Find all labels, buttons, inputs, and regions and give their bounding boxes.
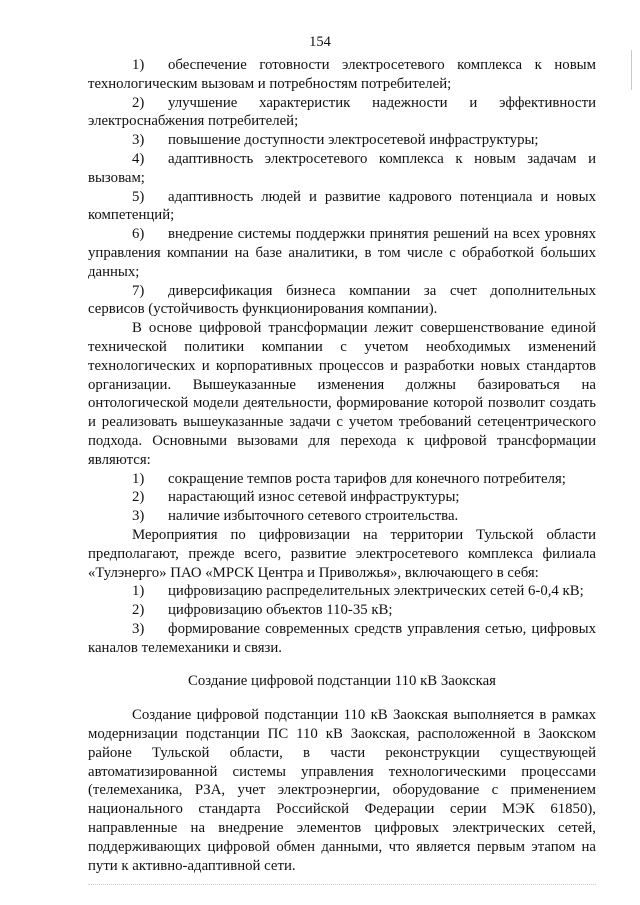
list-item-text: цифровизацию объектов 110-35 кВ; [168, 602, 393, 619]
list-item [88, 225, 596, 281]
list-item-number: 3) [132, 620, 145, 637]
page-number: 154 [309, 34, 331, 50]
list-item [88, 470, 596, 489]
list-item [88, 150, 596, 188]
list-item [88, 282, 596, 320]
paragraph-tula-digitalization: Мероприятия по цифровизации на территории Тульской области предполагают, прежде всего, развитие электросетевого комплекса филиала «Тулэнерго» ПАО «МРСК Центра и Приволжья», включающего в себя: [88, 526, 596, 581]
list-item [88, 582, 596, 601]
list-item-number: 3) [132, 508, 145, 525]
list-item-text: формирование современных средств управления сетью, цифровых каналов телемеханики и связи. [88, 620, 596, 656]
list-item-text: обеспечение готовности электросетевого комплекса к новым технологическим вызовам и потребностям потребителей; [88, 57, 596, 92]
section-title: Создание цифровой подстанции 110 кВ Заокская [188, 672, 496, 689]
list-item-number: 4) [132, 150, 145, 167]
list-item [88, 94, 596, 132]
list-item-text: адаптивность электросетевого комплекса к новым задачам и вызовам; [88, 150, 596, 186]
measures-list [88, 582, 596, 657]
list-item-number: 5) [132, 188, 145, 205]
list-item-text: внедрение системы поддержки принятия решений на всех уровнях управления компании на базе аналитики, в том числе с обработкой больших данных; [88, 226, 596, 280]
goals-list [88, 56, 596, 319]
list-item-text: улучшение характеристик надежности и эффективности электроснабжения потребителей; [88, 94, 596, 130]
list-item-number: 1) [132, 583, 145, 600]
list-item-text: диверсификация бизнеса компании за счет дополнительных сервисов (устойчивость функционирования компании). [88, 282, 596, 318]
list-item-number: 1) [132, 57, 145, 73]
list-item-text: цифровизацию распределительных электрических сетей 6-0,4 кВ; [168, 583, 584, 600]
paragraph-zaokskaya-substation: Создание цифровой подстанции 110 кВ Заокская выполняется в рамках модернизации подстанции ПС 110 кВ Заокская, расположенной в Заокском районе Тульской области, в части реконструкции существующей автоматизированной системы управления технологическими процессами (телемеханика, РЗА, учет электроэнергии, оборудование с применением национального стандарта Российской Федерации серии МЭК 61850), направленные на внедрение элементов цифровых электрических сетей, поддерживающих цифровой обмен данными, что является первым этапом на пути к активно-адаптивной сети. [88, 707, 596, 874]
list-item-number: 2) [132, 489, 145, 506]
list-item [88, 601, 596, 620]
scan-edge-mark [631, 50, 632, 90]
list-item [88, 488, 596, 507]
list-item-number: 6) [132, 226, 145, 243]
list-item [88, 188, 596, 226]
list-item [88, 56, 596, 94]
list-item-number: 7) [132, 282, 145, 299]
list-item-text: наличие избыточного сетевого строительства. [168, 508, 459, 525]
list-item-number: 3) [132, 132, 145, 149]
list-item-text: адаптивность людей и развитие кадрового потенциала и новых компетенций; [88, 188, 596, 224]
document-body [88, 56, 596, 875]
scan-footer-artifact [88, 884, 596, 887]
list-item-number: 2) [132, 602, 145, 619]
list-item-text: нарастающий износ сетевой инфраструктуры; [168, 489, 460, 506]
list-item [88, 620, 596, 658]
list-item [88, 131, 596, 150]
list-item-number: 1) [132, 470, 145, 487]
list-item-text: сокращение темпов роста тарифов для конечного потребителя; [168, 470, 566, 487]
paragraph-digital-transformation: В основе цифровой трансформации лежит совершенствование единой технической политики компании с учетом необходимых изменений технологических и корпоративных процессов и разработки новых стандартов организации. Вышеуказанные изменения должны базироваться на онтологической модели деятельности, формирование которой позволит создать и реализовать вышеуказанные задачи с учетом требований сетецентрического подхода. Основными вызовами для перехода к цифровой трансформации являются: [88, 320, 596, 468]
list-item [88, 507, 596, 526]
list-item-text: повышение доступности электросетевой инфраструктуры; [168, 132, 539, 149]
list-item-number: 2) [132, 94, 145, 111]
challenges-list [88, 470, 596, 526]
